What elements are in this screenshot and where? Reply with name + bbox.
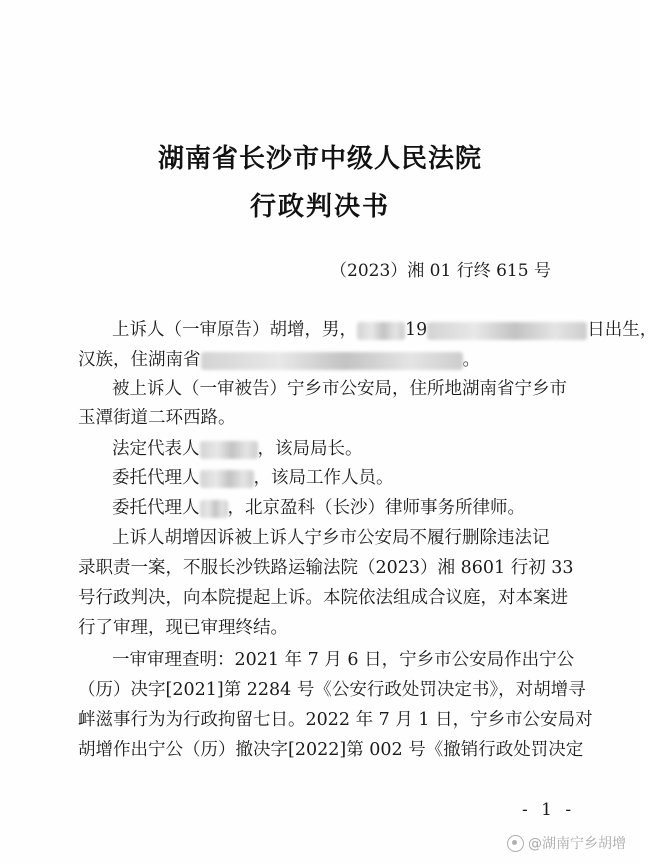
appellant-birth-year: 19 [405,320,428,340]
weibo-logo-icon [507,835,524,852]
document-type-heading: 行政判决书 [249,192,390,222]
paragraph-2-line: 衅滋事行为为行政拘留七日。2022 年 7 月 1 日，宁乡市公安局对 [78,710,593,730]
appellant-text: 上诉人（一审原告）胡增，男， [112,320,357,340]
respondent-line-2: 玉潭街道二环西路。 [78,408,236,428]
paragraph-2-line: 胡增作出宁公（历）撤决字[2022]第 002 号《撤销行政处罚决定 [78,740,584,760]
paragraph-1-line: 录职责一案，不服长沙铁路运输法院（2023）湘 8601 行初 33 [78,558,574,578]
appellant-residence-line [78,348,480,372]
agent-line-1 [112,466,394,490]
agent-line-2 [112,496,525,520]
redacted-block [200,470,254,488]
respondent-line-1: 被上诉人（一审被告）宁乡市公安局，住所地湖南省宁乡市 [112,379,567,399]
residence-end: 。 [462,350,480,370]
paragraph-2-line: 一审审理查明：2021 年 7 月 6 日，宁乡市公安局作出宁公 [112,650,575,670]
redacted-block [200,500,228,518]
paragraph-1-line: 行了审理，现已审理终结。 [78,618,288,638]
legal-representative-line [112,437,363,461]
legal-rep-role: ，该局局长。 [257,439,363,459]
agent2-label: 委托代理人 [112,498,200,518]
redacted-block [357,322,405,340]
watermark [507,833,626,853]
paragraph-1-line: 上诉人胡增因诉被上诉人宁乡市公安局不履行删除违法记 [112,528,550,548]
court-name-heading: 湖南省长沙市中级人民法院 [157,144,482,174]
agent2-role: ，北京盈科（长沙）律师事务所律师。 [227,498,525,518]
appellant-birth-suffix: 日出生， [587,320,657,340]
redacted-block [201,352,463,370]
residence-text: 汉族，住湖南省 [78,350,201,370]
paragraph-1-line: 号行政判决，向本院提起上诉。本院依法组成合议庭，对本案进 [78,588,568,608]
legal-rep-label: 法定代表人 [112,439,200,459]
agent1-label: 委托代理人 [112,468,200,488]
appellant-line [112,318,657,342]
watermark-text: @湖南宁乡胡增 [528,836,626,852]
case-number: （2023）湘 01 行终 615 号 [330,261,551,281]
redacted-block [200,441,258,459]
redacted-block [427,322,587,340]
agent1-role: ，该局工作人员。 [253,468,394,488]
page-number: - 1 - [522,800,576,820]
paragraph-2-line: （历）决字[2021]第 2284 号《公安行政处罚决定书》，对胡增寻 [78,680,586,700]
